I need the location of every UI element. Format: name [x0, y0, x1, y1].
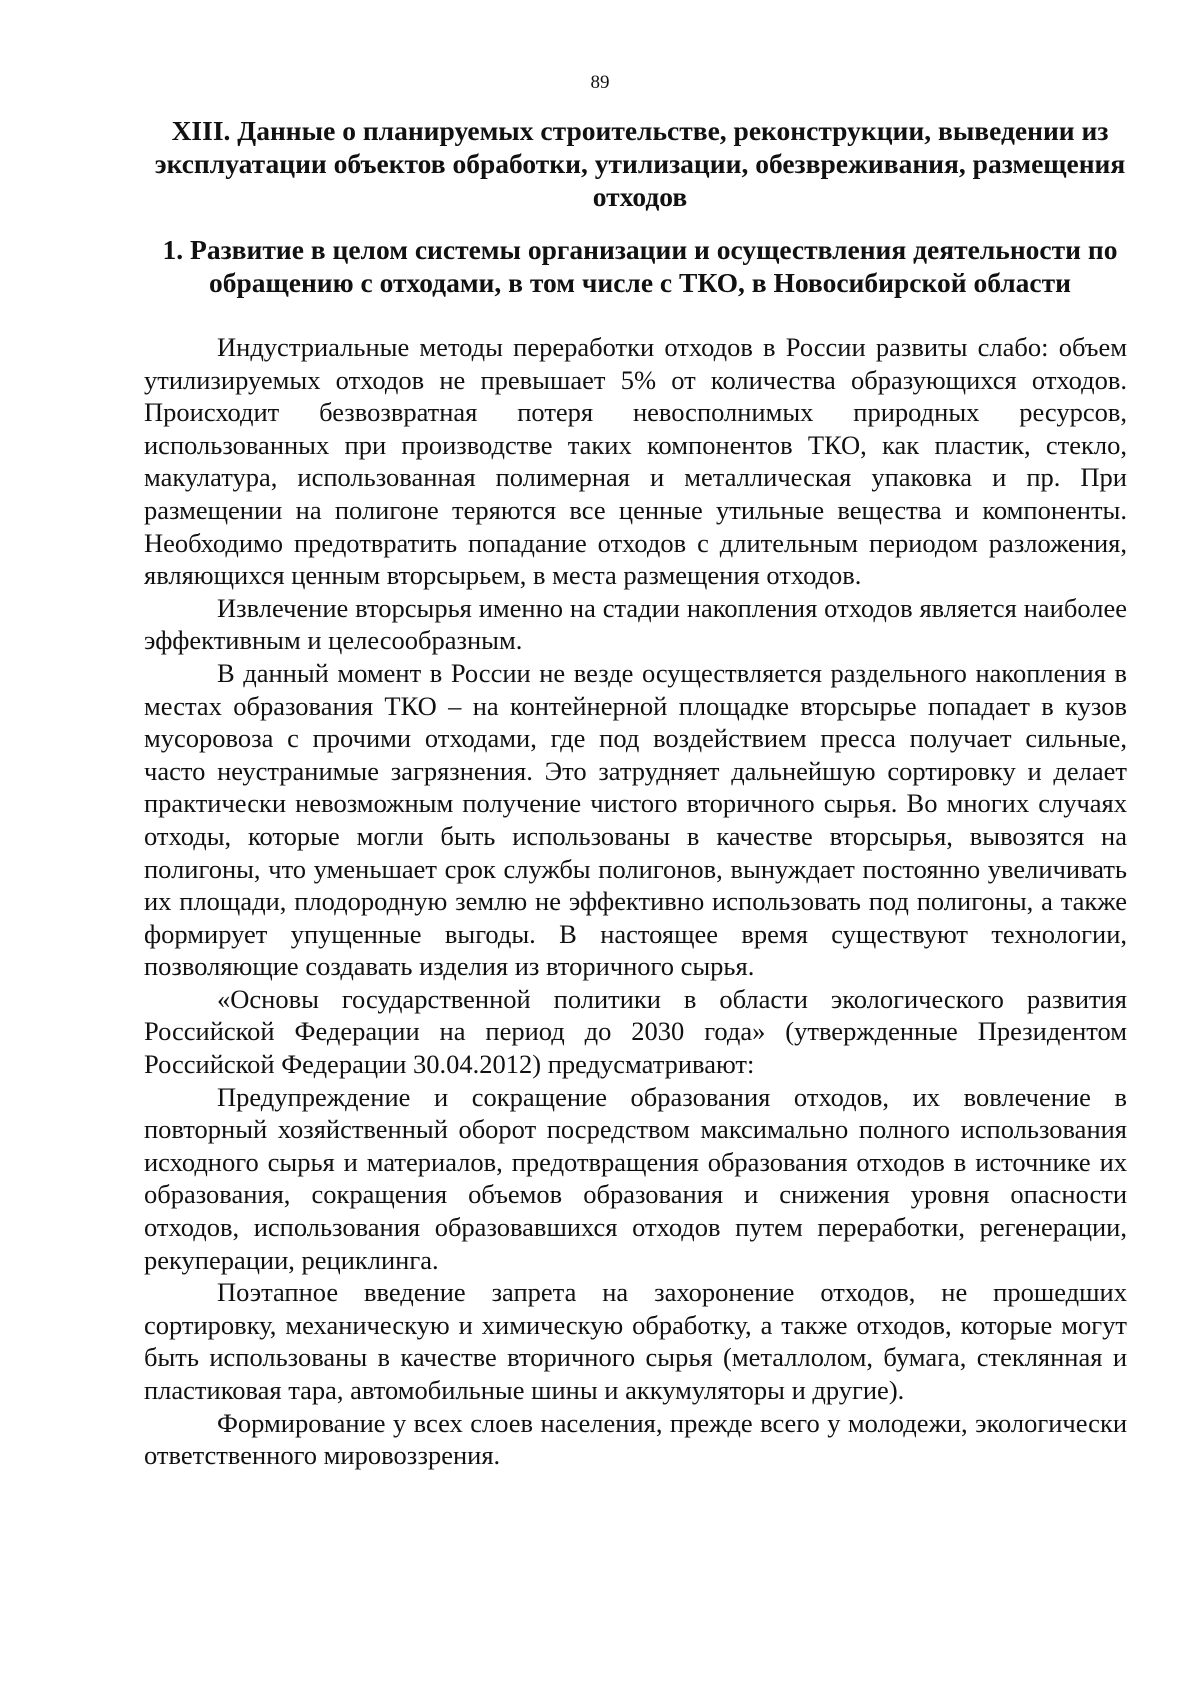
body-text [144, 331, 1127, 1472]
paragraph: Поэтапное введение запрета на захоронение отходов, не прошедших сортировку, механическую и химическую обработку, а также отходов, которые могут быть использованы в качестве вторичного сырья (металлолом, бумага, стеклянная и пластиковая тара, автомобильные шины и аккумуляторы и другие). [144, 1277, 1127, 1405]
paragraph: Извлечение вторсырья именно на стадии накопления отходов является наиболее эффективным и целесообразным. [144, 592, 1127, 656]
paragraph: Индустриальные методы переработки отходов в России развиты слабо: объем утилизируемых отходов не превышает 5% от количества образующихся отходов. Происходит безвозвратная потеря невосполнимых природных ресурсов, использованных при производстве таких компонентов ТКО, как пластик, стекло, макулатура, использованная полимерная и металлическая упаковка и пр. При размещении на полигоне теряются все ценные утильные вещества и компоненты. Необходимо предотвратить попадание отходов с длительным периодом разложения, являющихся ценным вторсырьем, в места размещения отходов. [144, 332, 1127, 591]
paragraph: «Основы государственной политики в области экологического развития Российской Федерации на период до 2030 года» (утвержденные Президентом Российской Федерации 30.04.2012) предусматривают: [144, 983, 1127, 1080]
paragraph: В данный момент в России не везде осуществляется раздельного накопления в местах образования ТКО – на контейнерной площадке вторсырье попадает в кузов мусоровоза с прочими отходами, где под воздействием пресса получает сильные, часто неустранимые загрязнения. Это затрудняет дальнейшую сортировку и делает практически невозможным получение чистого вторичного сырья. Во многих случаях отходы, которые могли быть использованы в качестве вторсырья, вывозятся на полигоны, что уменьшает срок службы полигонов, вынуждает постоянно увеличивать их площади, плодородную землю не эффективно использовать под полигоны, а также формирует упущенные выгоды. В настоящее время существуют технологии, позволяющие создавать изделия из вторичного сырья. [144, 657, 1127, 982]
subsection-title: 1. Развитие в целом системы организации и осуществления деятельности по обращению с отходами, в том числе с ТКО, в Новосибирской области [162, 234, 1118, 298]
paragraph: Формирование у всех слоев населения, прежде всего у молодежи, экологически ответственного мировоззрения. [144, 1407, 1127, 1471]
paragraph: Предупреждение и сокращение образования отходов, их вовлечение в повторный хозяйственный оборот посредством максимально полного использования исходного сырья и материалов, предотвращения образования отходов в источнике их образования, сокращения объемов образования и снижения уровня опасности отходов, использования образовавшихся отходов путем переработки, регенерации, рекуперации, рециклинга. [144, 1081, 1127, 1275]
section-title: XIII. Данные о планируемых строительстве, реконструкции, выведении из эксплуатации объектов обработки, утилизации, обезвреживания, размещения отходов [154, 115, 1126, 212]
page-number: 89 [590, 72, 610, 93]
